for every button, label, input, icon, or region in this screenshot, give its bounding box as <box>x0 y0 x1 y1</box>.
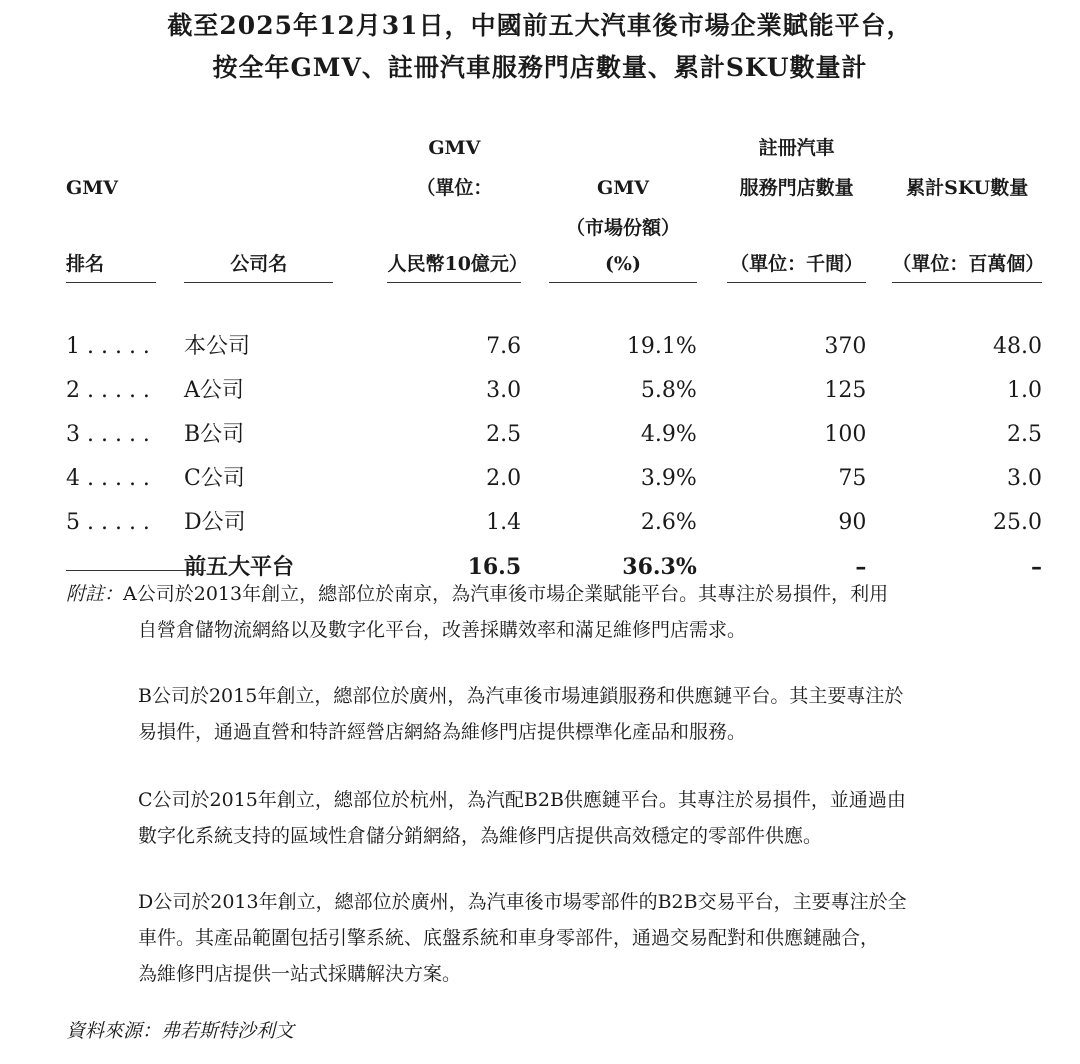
note-a-line-1: 附註：A公司於2013年創立，總部位於南京，為汽車後市場企業賦能平台。其專注於易損件，利用 <box>66 583 889 605</box>
share-cell: 4.9% <box>640 422 697 447</box>
rank-cell: 5 . . . . . <box>66 510 150 535</box>
rank-cell: 1 . . . . . <box>66 334 150 359</box>
company-cell: 本公司 <box>184 334 251 359</box>
header-stores-l2: 服務門店數量 <box>739 177 854 199</box>
stores-cell: 125 <box>824 378 867 403</box>
table-row <box>62 501 1046 545</box>
source-citation: 資料來源：弗若斯特沙利文 <box>66 1020 295 1042</box>
table-row <box>62 369 1046 413</box>
sku-cell: 25.0 <box>993 510 1042 535</box>
page-title-line-2: 按全年GMV、註冊汽車服務門店數量、累計SKU數量計 <box>212 53 868 82</box>
sku-cell: 48.0 <box>993 334 1042 359</box>
page-title-line-1: 截至2025年12月31日，中國前五大汽車後市場企業賦能平台， <box>167 11 913 40</box>
company-cell: A公司 <box>184 378 244 403</box>
share-cell: 19.1% <box>626 334 697 359</box>
total-gmv-cell: 16.5 <box>467 554 522 580</box>
header-gmv-l2: （單位： <box>416 177 493 199</box>
header-stores-l1: 註冊汽車 <box>758 137 835 159</box>
note-label: 附註： <box>66 583 124 605</box>
header-share-l2: （市場份額）(%) <box>549 210 697 283</box>
sku-cell: 3.0 <box>1007 466 1042 491</box>
note-b-line-2: 易損件，通過直營和特許經營店網絡為維修門店提供標準化產品和服務。 <box>138 721 747 743</box>
total-sku-cell: – <box>1031 554 1042 580</box>
share-cell: 2.6% <box>640 510 697 535</box>
company-cell: D公司 <box>184 510 246 535</box>
footnote-divider <box>66 570 206 571</box>
header-rank-l1: GMV <box>66 177 118 199</box>
stores-cell: 90 <box>838 510 867 535</box>
header-company: 公司名 <box>184 246 333 283</box>
gmv-cell: 7.6 <box>486 334 522 359</box>
note-c-line-1: C公司於2015年創立，總部位於杭州，為汽配B2B供應鏈平台。其專注於易損件，並通過由 <box>138 789 906 811</box>
rank-cell: 3 . . . . . <box>66 422 150 447</box>
share-cell: 3.9% <box>640 466 697 491</box>
header-gmv-l1: GMV <box>428 137 481 159</box>
table-row <box>62 413 1046 457</box>
stores-cell: 370 <box>824 334 867 359</box>
gmv-cell: 2.0 <box>486 466 522 491</box>
company-cell: B公司 <box>184 422 245 447</box>
table-row <box>62 457 1046 501</box>
total-stores-cell: – <box>855 554 867 580</box>
rank-cell: 4 . . . . . <box>66 466 150 491</box>
gmv-cell: 2.5 <box>486 422 522 447</box>
header-stores-l3: （單位：千間） <box>727 246 867 283</box>
note-a-line-2: 自營倉儲物流網絡以及數字化平台，改善採購效率和滿足維修門店需求。 <box>138 619 747 641</box>
stores-cell: 75 <box>838 466 867 491</box>
gmv-cell: 3.0 <box>486 378 522 403</box>
sku-cell: 1.0 <box>1007 378 1042 403</box>
ranking-table <box>62 130 1046 589</box>
stores-cell: 100 <box>824 422 867 447</box>
note-b-line-1: B公司於2015年創立，總部位於廣州，為汽車後市場連鎖服務和供應鏈平台。其主要專注於 <box>138 685 904 707</box>
note-d-line-2: 車件。其產品範圍包括引擎系統、底盤系統和車身零部件，通過交易配對和供應鏈融合， <box>138 927 880 949</box>
sku-cell: 2.5 <box>1007 422 1042 447</box>
total-company-cell: 前五大平台 <box>184 554 295 580</box>
note-d-line-3: 為維修門店提供一站式採購解決方案。 <box>138 963 462 985</box>
note-d-line-1: D公司於2013年創立，總部位於廣州，為汽車後市場零部件的B2B交易平台，主要專注於全 <box>138 891 907 913</box>
header-sku-l1: 累計SKU數量 <box>906 177 1029 199</box>
note-c-line-2: 數字化系統支持的區域性倉儲分銷網絡，為維修門店提供高效穩定的零部件供應。 <box>138 825 823 847</box>
table-row <box>62 325 1046 369</box>
company-cell: C公司 <box>184 466 245 491</box>
total-share-cell: 36.3% <box>622 554 697 580</box>
gmv-cell: 1.4 <box>486 510 522 535</box>
header-share-l1: GMV <box>596 177 649 199</box>
header-gmv-l3: 人民幣10億元） <box>387 246 521 283</box>
header-rank-l2: 排名 <box>66 246 156 283</box>
table-body <box>62 287 1046 589</box>
share-cell: 5.8% <box>640 378 697 403</box>
header-sku-l2: （單位：百萬個） <box>892 246 1042 283</box>
rank-cell: 2 . . . . . <box>66 378 150 403</box>
